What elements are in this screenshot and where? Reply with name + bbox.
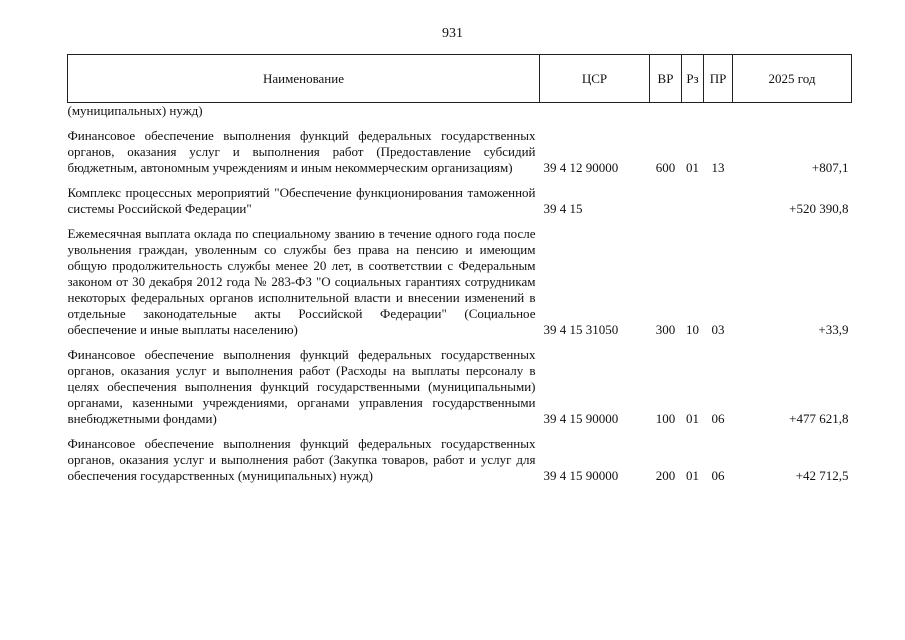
row-rz: 01: [686, 468, 699, 483]
row-pr: [704, 103, 733, 120]
row-pr: 06: [711, 411, 725, 426]
table-row: [68, 338, 852, 427]
page-number: 931: [442, 26, 463, 41]
table-row: [68, 103, 852, 120]
row-amount: +520 390,8: [789, 201, 849, 216]
column-header-csr: ЦСР: [540, 55, 650, 103]
row-csr: 39 4 15 90000: [543, 468, 619, 483]
column-header-amount: 2025 год: [733, 55, 852, 103]
row-pr: 03: [711, 322, 725, 337]
row-rz: 01: [686, 160, 699, 175]
row-rz: [682, 176, 704, 217]
row-name: Финансовое обеспечение выполнения функций федеральных государственных органов, оказания услуг и выполнения работ (Предоставление субсидий бюджетным, автономным учреждениям и иным некоммерческим организациям): [67, 128, 536, 175]
row-csr: 39 4 15 90000: [543, 411, 619, 426]
row-vr: [650, 176, 682, 217]
column-header-vr: ВР: [650, 55, 682, 103]
table-row: [68, 217, 852, 338]
table-row: [68, 427, 852, 484]
row-csr: 39 4 12 90000: [543, 160, 619, 175]
row-name: (муниципальных) нужд): [67, 103, 203, 118]
row-amount: +477 621,8: [789, 411, 849, 426]
table-row: [68, 176, 852, 217]
row-amount: +33,9: [818, 322, 849, 337]
row-vr: 600: [655, 160, 676, 175]
budget-table: [67, 54, 852, 484]
column-header-rz: Рз: [682, 55, 704, 103]
row-csr: 39 4 15: [543, 201, 583, 216]
column-header-name: Наименование: [68, 55, 540, 103]
row-vr: 200: [655, 468, 676, 483]
row-csr: 39 4 15 31050: [543, 322, 619, 337]
row-name: Ежемесячная выплата оклада по специальному званию в течение одного года после увольнения граждан, уволенным со службы без права на пенсию и имеющим общую продолжительность службы менее 20 лет, в соответствии с Федеральным законом от 30 декабря 2012 года № 283-ФЗ "О социальных гарантиях сотрудникам некоторых федеральных органов исполнительной власти и внесении изменений в отдельные законодательные акты Российской Федерации" (Социальное обеспечение и иные выплаты населению): [67, 226, 536, 337]
column-header-pr: ПР: [704, 55, 733, 103]
row-vr: [650, 103, 682, 120]
row-amount: [733, 103, 852, 120]
row-rz: 10: [686, 322, 699, 337]
table-header-row: [68, 55, 852, 103]
row-csr: [540, 103, 650, 120]
row-name: Финансовое обеспечение выполнения функций федеральных государственных органов, оказания услуг и выполнения работ (Закупка товаров, работ и услуг для обеспечения государственных (муниципальных) нужд): [67, 436, 536, 483]
table-row: [68, 119, 852, 176]
row-rz: [682, 103, 704, 120]
row-rz: 01: [686, 411, 699, 426]
row-amount: +807,1: [811, 160, 849, 175]
row-name: Комплекс процессных мероприятий "Обеспечение функционирования таможенной системы Российской Федерации": [67, 185, 536, 216]
row-name: Финансовое обеспечение выполнения функций федеральных государственных органов, оказания услуг и выполнения работ (Расходы на выплаты персоналу в целях обеспечения выполнения функций государственными (муниципальными) органами, казенными учреждениями, органами управления государственными внебюджетными фондами): [67, 347, 536, 426]
row-pr: 06: [711, 468, 725, 483]
row-amount: +42 712,5: [795, 468, 849, 483]
row-pr: 13: [711, 160, 725, 175]
row-pr: [704, 176, 733, 217]
row-vr: 100: [655, 411, 676, 426]
row-vr: 300: [655, 322, 676, 337]
